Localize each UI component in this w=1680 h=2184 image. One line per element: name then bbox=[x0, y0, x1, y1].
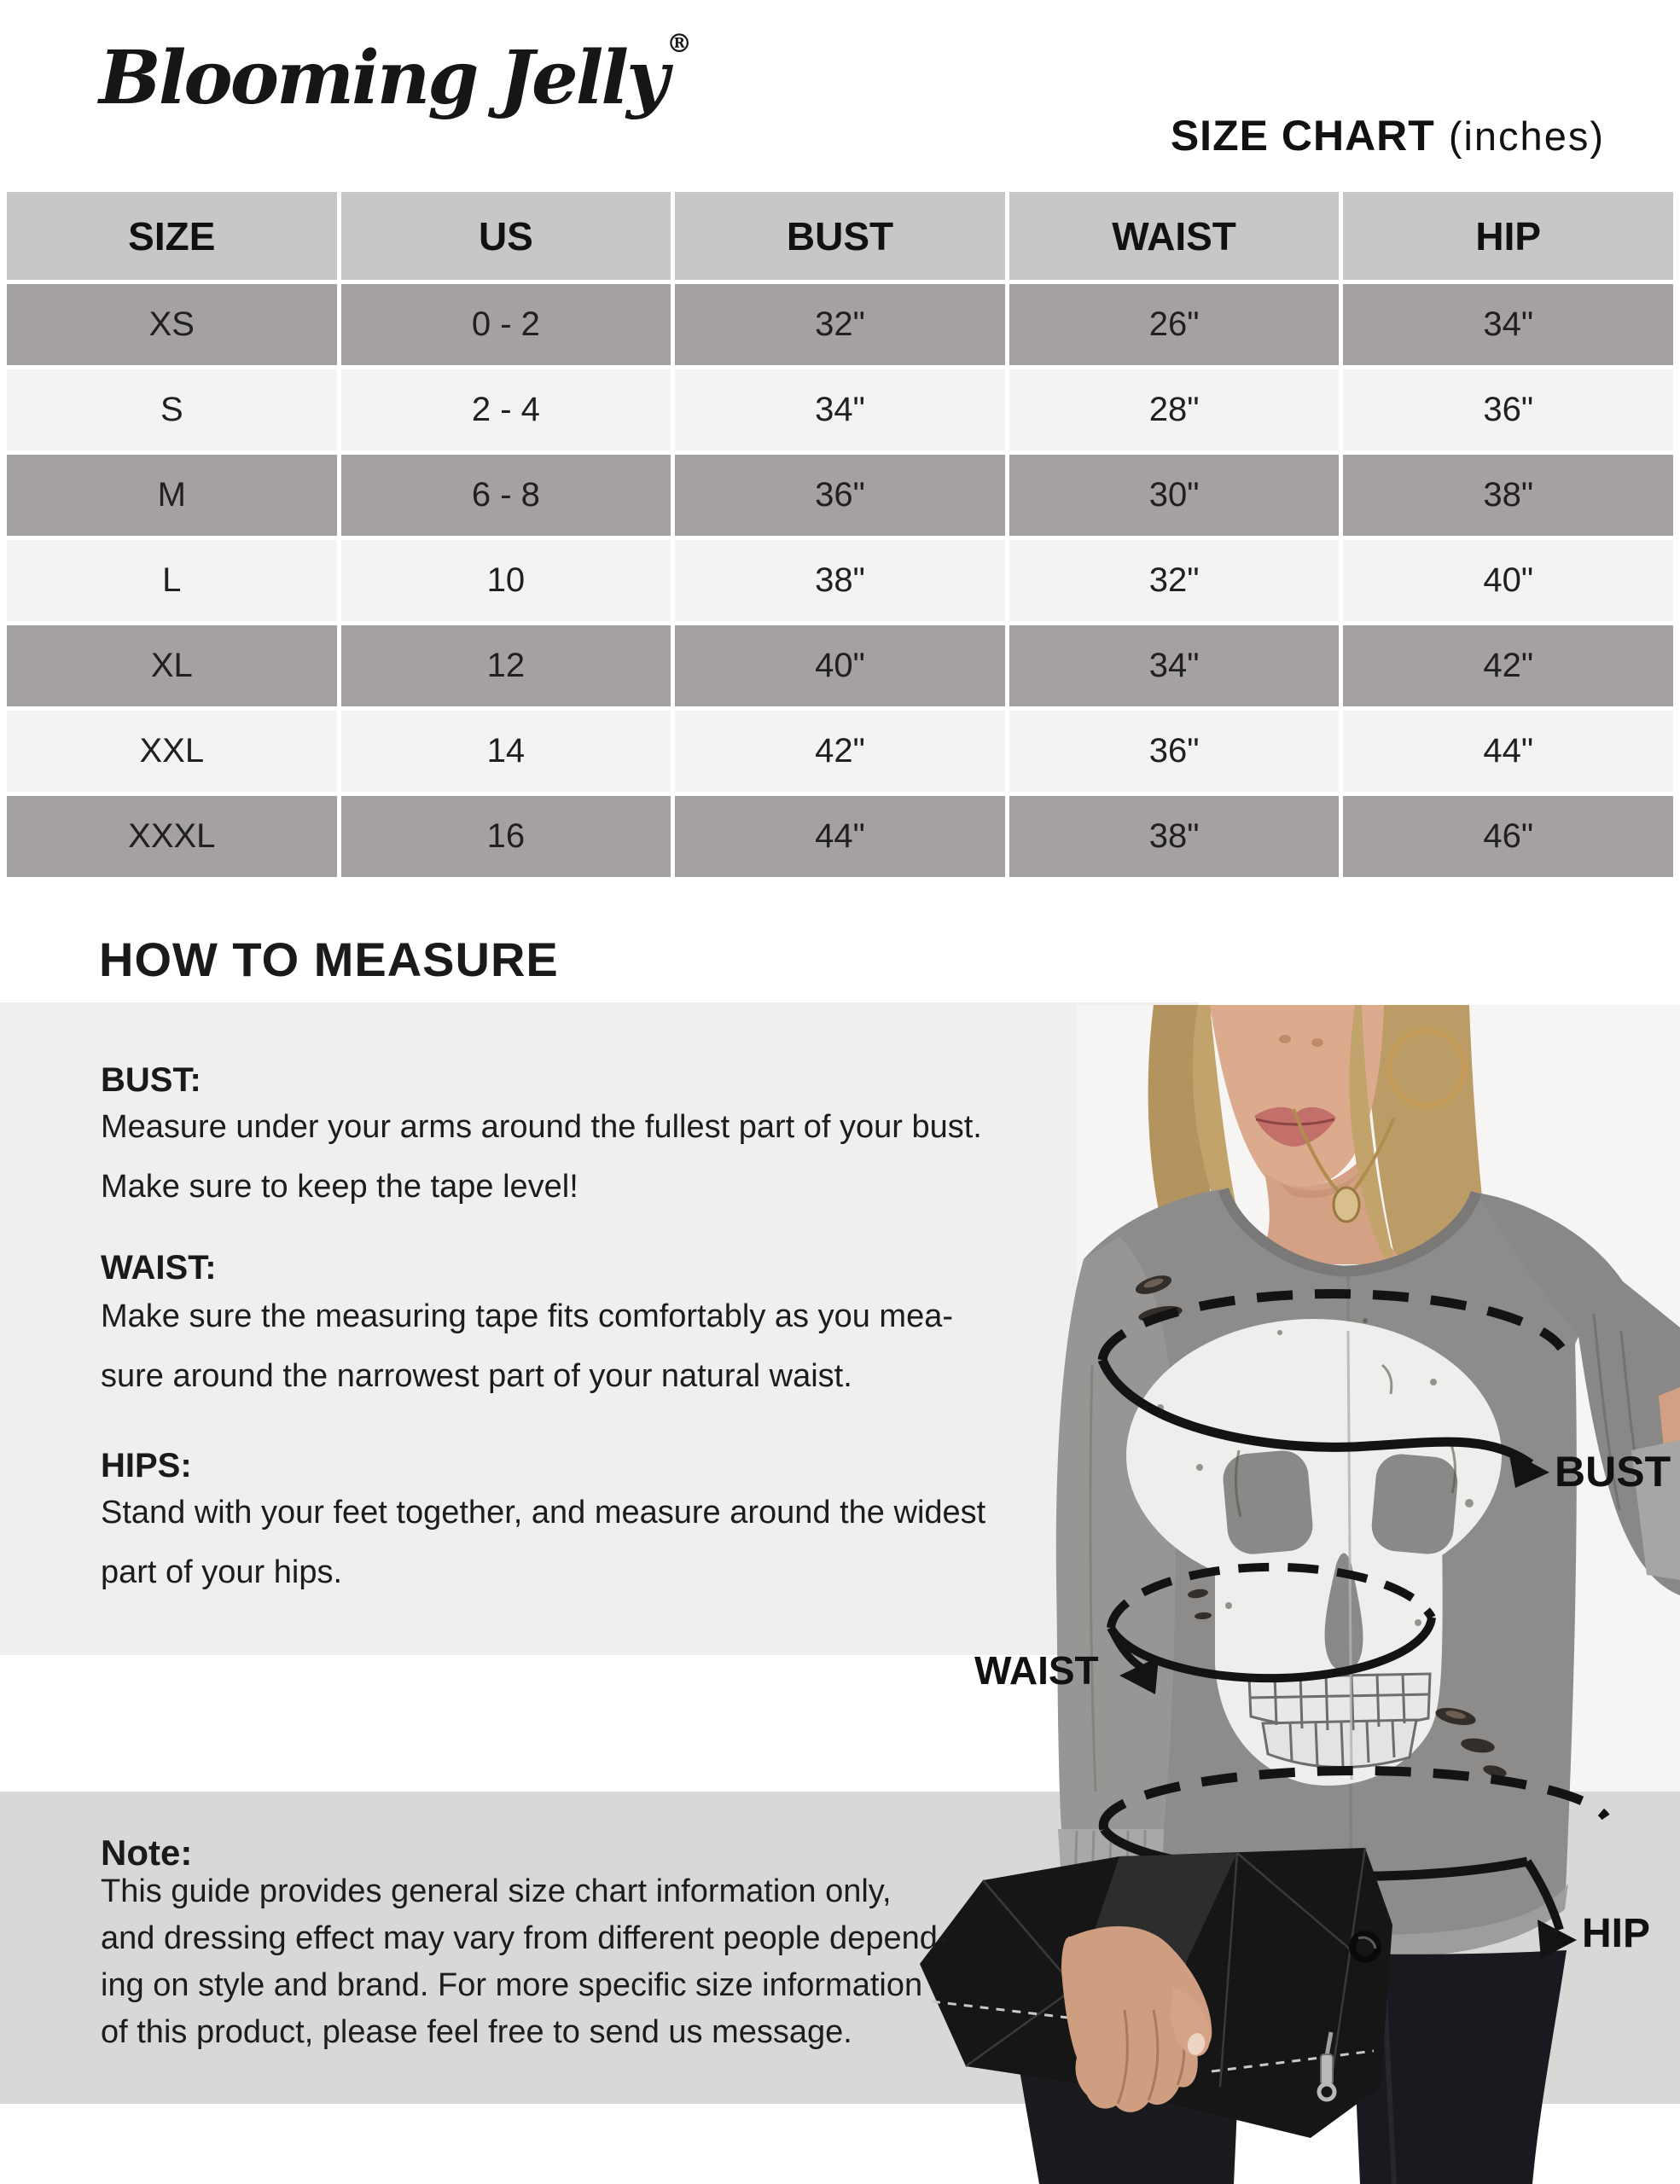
table-cell: 32" bbox=[1009, 540, 1340, 621]
hips-heading: HIPS: bbox=[101, 1447, 192, 1484]
hips-line: part of your hips. bbox=[101, 1554, 343, 1590]
table-cell: 10 bbox=[341, 540, 671, 621]
size-table bbox=[7, 192, 1673, 877]
table-cell: 42" bbox=[1343, 625, 1673, 706]
table-cell: L bbox=[7, 540, 337, 621]
left-sleeve bbox=[1056, 1237, 1176, 1829]
brand-logo bbox=[99, 29, 692, 121]
note-line: of this product, please feel free to send us message. bbox=[101, 2014, 852, 2050]
how-to-measure-title: HOW TO MEASURE bbox=[99, 932, 559, 986]
hip-label: HIP bbox=[1582, 1911, 1651, 1956]
table-cell: 32" bbox=[675, 284, 1005, 365]
table-header-cell: WAIST bbox=[1009, 192, 1340, 280]
table-cell: XL bbox=[7, 625, 337, 706]
table-cell: 40" bbox=[1343, 540, 1673, 621]
table-cell: 34" bbox=[675, 369, 1005, 450]
table-cell: 28" bbox=[1009, 369, 1340, 450]
table-cell: XXL bbox=[7, 711, 337, 792]
model-photo bbox=[887, 1005, 1680, 2184]
registered-mark-icon: ® bbox=[666, 29, 693, 59]
table-header-cell: HIP bbox=[1343, 192, 1673, 280]
table-cell: 38" bbox=[1009, 796, 1340, 877]
table-cell: 34" bbox=[1343, 284, 1673, 365]
table-cell: 30" bbox=[1009, 455, 1340, 536]
table-cell: 46" bbox=[1343, 796, 1673, 877]
waist-heading: WAIST: bbox=[101, 1249, 217, 1287]
table-cell: 14 bbox=[341, 711, 671, 792]
table-cell: 26" bbox=[1009, 284, 1340, 365]
bust-label: BUST bbox=[1555, 1448, 1671, 1496]
bust-line: Measure under your arms around the fullest part of your bust. bbox=[101, 1109, 982, 1145]
brand-name: Blooming Jelly bbox=[99, 35, 667, 121]
size-chart-unit: (inches) bbox=[1448, 113, 1605, 159]
waist-line: Make sure the measuring tape fits comfortably as you mea- bbox=[101, 1298, 954, 1334]
table-cell: M bbox=[7, 455, 337, 536]
hips-line: Stand with your feet together, and measure around the widest bbox=[101, 1495, 986, 1531]
table-cell: 12 bbox=[341, 625, 671, 706]
table-cell: 16 bbox=[341, 796, 671, 877]
table-cell: S bbox=[7, 369, 337, 450]
table-cell: 44" bbox=[675, 796, 1005, 877]
table-cell: 36" bbox=[675, 455, 1005, 536]
table-cell: 6 - 8 bbox=[341, 455, 671, 536]
note-line: ing on style and brand. For more specific size information bbox=[101, 1967, 923, 2003]
table-cell: XXXL bbox=[7, 796, 337, 877]
table-cell: 42" bbox=[675, 711, 1005, 792]
note-line: This guide provides general size chart information only, bbox=[101, 1873, 892, 1909]
table-cell: 2 - 4 bbox=[341, 369, 671, 450]
table-header-cell: SIZE bbox=[7, 192, 337, 280]
table-cell: 38" bbox=[1343, 455, 1673, 536]
table-cell: 34" bbox=[1009, 625, 1340, 706]
size-chart-title-text: SIZE CHART bbox=[1170, 112, 1435, 160]
table-cell: 38" bbox=[675, 540, 1005, 621]
table-header-cell: BUST bbox=[675, 192, 1005, 280]
table-cell: XS bbox=[7, 284, 337, 365]
table-cell: 44" bbox=[1343, 711, 1673, 792]
size-chart-title bbox=[1171, 111, 1605, 160]
table-cell: 40" bbox=[675, 625, 1005, 706]
table-cell: 0 - 2 bbox=[341, 284, 671, 365]
note-heading: Note: bbox=[101, 1833, 193, 1873]
note-line: and dressing effect may vary from different people depend- bbox=[101, 1920, 949, 1956]
waist-label: WAIST bbox=[974, 1648, 1099, 1693]
table-cell: 36" bbox=[1343, 369, 1673, 450]
table-header-cell: US bbox=[341, 192, 671, 280]
bust-heading: BUST: bbox=[101, 1061, 201, 1099]
waist-line: sure around the narrowest part of your natural waist. bbox=[101, 1358, 852, 1394]
table-cell: 36" bbox=[1009, 711, 1340, 792]
bust-line: Make sure to keep the tape level! bbox=[101, 1169, 578, 1205]
